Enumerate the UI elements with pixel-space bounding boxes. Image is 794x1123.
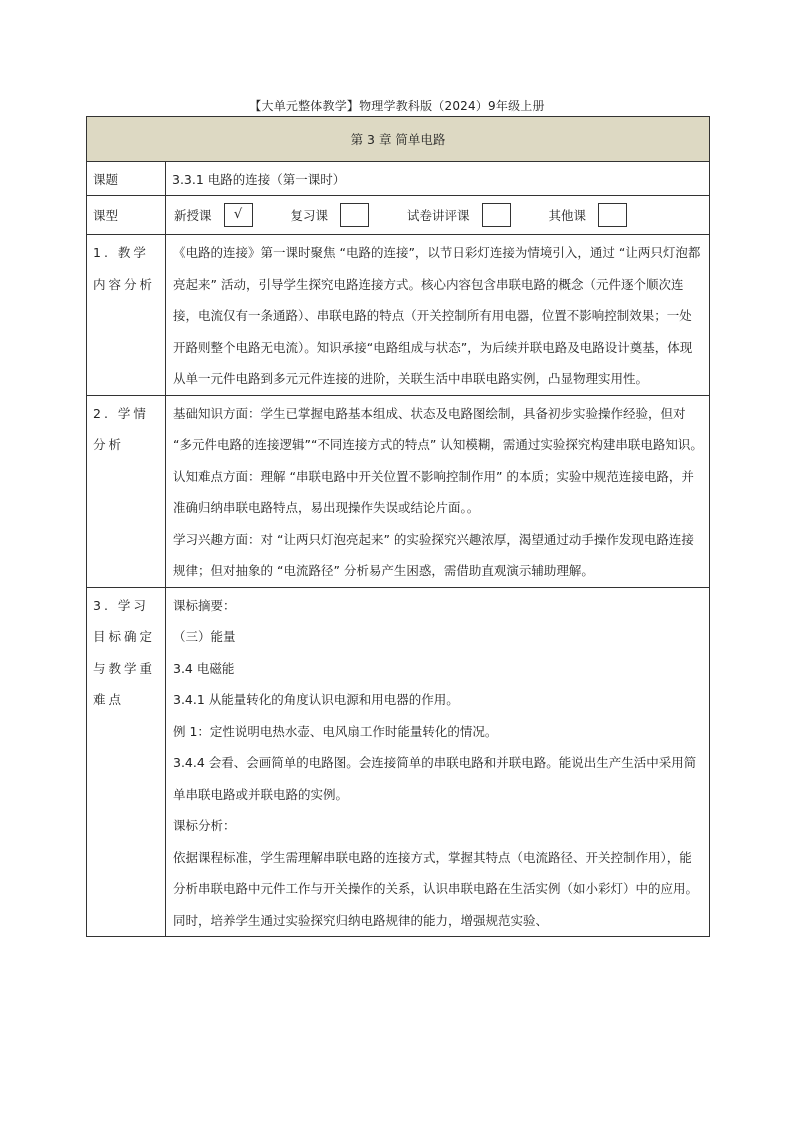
objective-paragraph: 课标分析：: [173, 818, 236, 833]
document-header: 【大单元整体教学】物理学教科版（2024）9年级上册: [249, 99, 545, 113]
lesson-type-review-checkbox[interactable]: [340, 203, 369, 227]
learner-analysis-row: [87, 395, 710, 587]
objectives-label: 3. 学习目标确定与教学重难点: [87, 587, 166, 937]
content-analysis-label: 1. 教学内容分析: [87, 235, 166, 396]
objective-paragraph: 例 1：定性说明电热水壶、电风扇工作时能量转化的情况。: [173, 723, 498, 739]
topic-value: 3.3.1 电路的连接（第一课时）: [166, 162, 710, 196]
learner-analysis-text: [166, 395, 710, 587]
lesson-type-exam-label: 试卷讲评课: [407, 208, 470, 223]
lesson-type-row: [87, 196, 710, 235]
chapter-row: [87, 117, 710, 162]
learner-paragraph: 认知难点方面：理解 “串联电路中开关位置不影响控制作用” 的本质；实验中规范连接电路，并准确归纳串联电路特点，易出现操作失误或结论片面。。: [173, 468, 694, 515]
objective-paragraph: 3.4.1 从能量转化的角度认识电源和用电器的作用。: [173, 692, 459, 707]
topic-row: [87, 162, 710, 196]
learner-paragraph: 基础知识方面：学生已掌握电路基本组成、状态及电路图绘制，具备初步实验操作经验，但对 “多元件电路的连接逻辑”“不同连接方式的特点” 认知模糊，需通过实验探究构建串联电路知识。: [173, 405, 703, 452]
lesson-type-new-checkbox[interactable]: √: [224, 203, 253, 227]
lesson-type-review-label: 复习课: [290, 208, 329, 223]
objective-paragraph: 依据课程标准，学生需理解串联电路的连接方式，掌握其特点（电流路径、开关控制作用），能分析串联电路中元件工作与开关操作的关系，认识串联电路在生活实例（如小彩灯）中的应用。同时，培养学生通过实验探究归纳电路规律的能力，增强规范实验、: [173, 849, 699, 928]
lesson-type-options: [166, 196, 710, 235]
lesson-type-exam-checkbox[interactable]: [482, 203, 511, 227]
objective-paragraph: 3.4 电磁能: [173, 660, 235, 676]
learner-analysis-label: 2. 学情分析: [87, 395, 166, 587]
lesson-type-label: 课型: [87, 196, 166, 235]
lesson-type-new-label: 新授课: [174, 208, 212, 223]
content-analysis-row: [87, 235, 710, 396]
lesson-type-other-checkbox[interactable]: [598, 203, 627, 227]
content-analysis-text: 《电路的连接》第一课时聚焦 “电路的连接”，以节日彩灯连接为情境引入，通过 “让两只灯泡都亮起来” 活动，引导学生探究电路连接方式。核心内容包含串联电路的概念（元件逐个顺次连接，电流仅有一条通路）、串联电路的特点（开关控制所有用电器，位置不影响控制效果；一处开路则整个电路无电流）。知识承接“电路组成与状态”，为后续并联电路及电路设计奠基，体现从单一元件电路到多元元件连接的进阶，关联生活中串联电路实例，凸显物理实用性。: [166, 235, 710, 396]
topic-label: 课题: [87, 162, 166, 196]
objectives-row: [87, 587, 710, 937]
objective-paragraph: 课标摘要：: [173, 597, 236, 613]
objective-paragraph: 3.4.4 会看、会画简单的电路图。会连接简单的串联电路和并联电路。能说出生产生活中采用简单串联电路或并联电路的实例。: [173, 755, 697, 802]
learner-paragraph: 学习兴趣方面：对 “让两只灯泡亮起来” 的实验探究兴趣浓厚，渴望通过动手操作发现电路连接规律；但对抽象的 “电流路径” 分析易产生困惑，需借助直观演示辅助理解。: [173, 531, 694, 578]
lesson-type-other-label: 其他课: [548, 208, 587, 223]
lesson-plan-table: [86, 116, 710, 937]
objectives-text: [166, 587, 710, 937]
chapter-title: 第 3 章 简单电路: [87, 117, 710, 162]
objective-paragraph: （三）能量: [173, 629, 236, 644]
